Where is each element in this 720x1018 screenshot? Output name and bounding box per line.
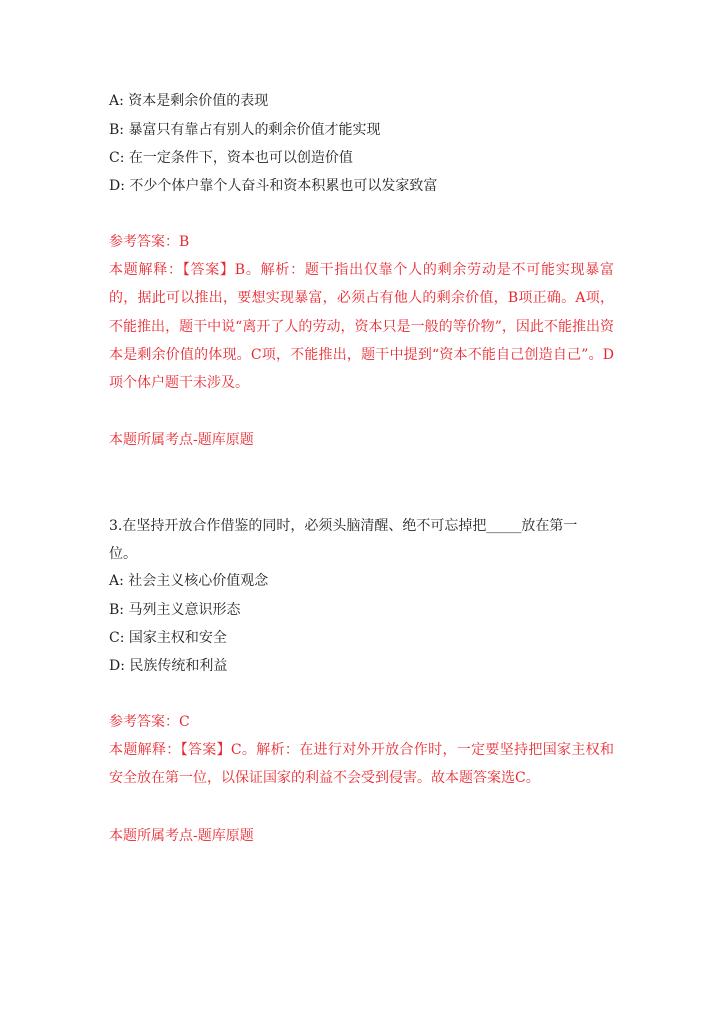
q2-option-b: B: 暴富只有靠占有别人的剩余价值才能实现	[109, 122, 381, 138]
q3-source: 本题所属考点-题库原题	[109, 828, 254, 844]
q3-option-a: A: 社会主义核心价值观念	[109, 573, 269, 589]
q3-option-d: D: 民族传统和利益	[109, 658, 228, 674]
q2-option-d: D: 不少个体户靠个人奋斗和资本积累也可以发家致富	[109, 178, 438, 194]
q2-option-a: A: 资本是剩余价值的表现	[109, 93, 269, 109]
q3-question: 3.在坚持开放合作借鉴的同时，必须头脑清醒、绝不可忘掉把_____放在第一位。	[109, 518, 578, 562]
q2-answer: 参考答案：B	[109, 234, 190, 250]
q3-answer: 参考答案：C	[109, 714, 190, 730]
q2-explanation: 本题解释：【答案】B。解析：题干指出仅靠个人的剩余劳动是不可能实现暴富的，据此可以推出，要想实现暴富，必须占有他人的剩余价值，B项正确。A项，不能推出，题干中说“离开了人的劳动，资本只是一般的等价物”，因此不能推出资本是剩余价值的体现。C项，不能推出，题干中提到“资本不能自己创造自己”。D项个体户题干未涉及。	[109, 262, 614, 392]
q2-source: 本题所属考点-题库原题	[109, 432, 254, 448]
q3-option-b: B: 马列主义意识形态	[109, 602, 241, 618]
q3-option-c: C: 国家主权和安全	[109, 630, 227, 646]
q2-option-c: C: 在一定条件下，资本也可以创造价值	[109, 150, 353, 166]
q3-explanation: 本题解释：【答案】C。解析：在进行对外开放合作时，一定要坚持把国家主权和安全放在第一位，以保证国家的利益不会受到侵害。故本题答案选C。	[109, 742, 614, 787]
